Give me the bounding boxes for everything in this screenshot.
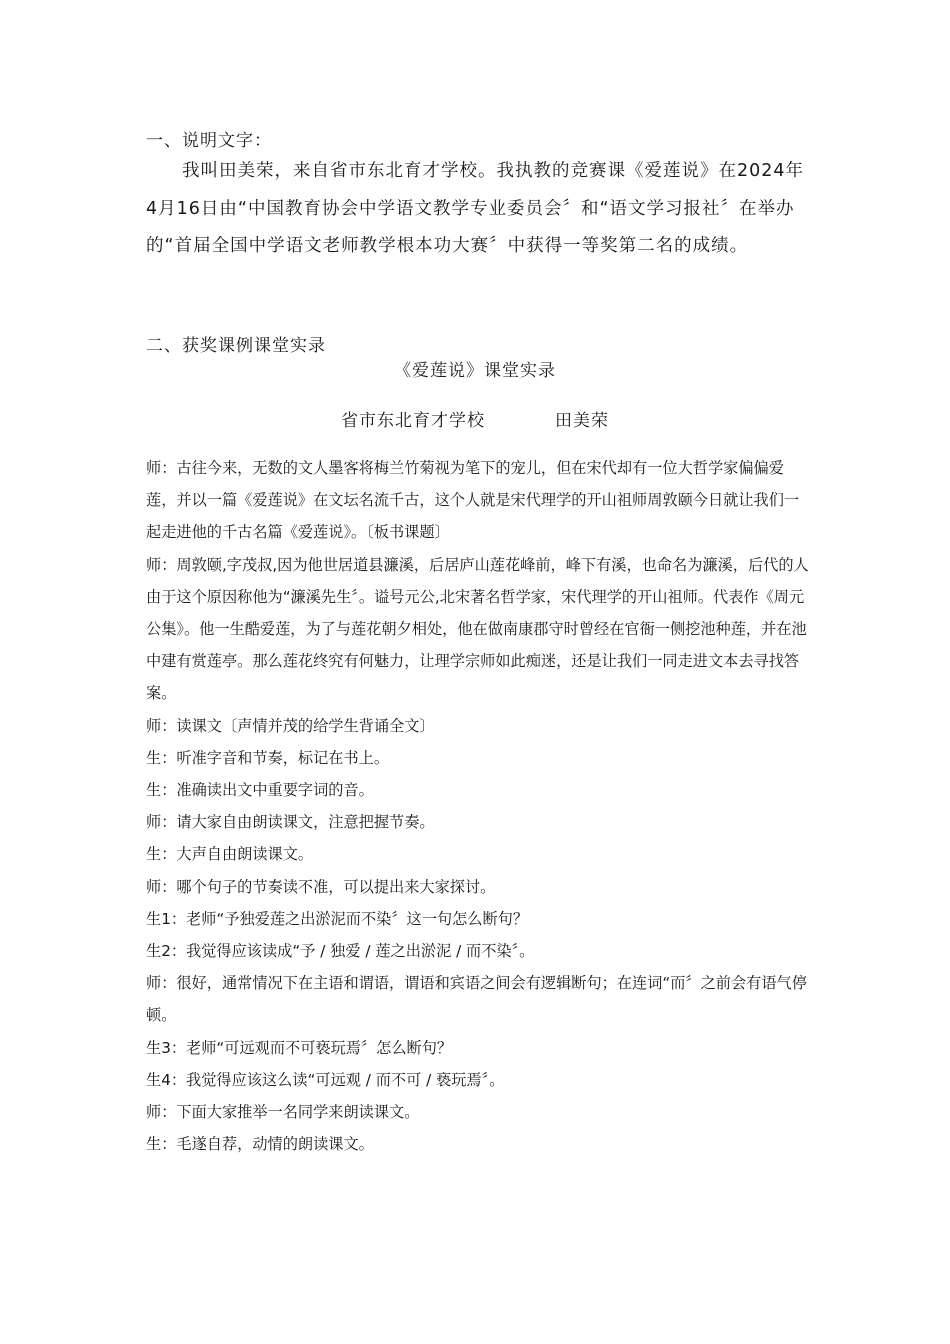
transcript-line: 师：很好，通常情况下在主语和谓语，谓语和宾语之间会有逻辑断句；在连词“而〞之前会有语气停顿。 [146,974,807,1025]
transcript-line: 师：下面大家推举一名同学来朗读课文。 [146,1103,420,1122]
transcript-line: 生3：老师“可远观而不可亵玩焉〞怎么断句？ [146,1038,453,1057]
transcript-line: 生：准确读出文中重要字词的音。 [146,781,374,800]
transcript [146,452,814,1160]
section-2-heading: 二、获奖课例课堂实录 [146,336,326,356]
transcript-line: 生：听准字音和节奏，标记在书上。 [146,748,389,767]
transcript-line: 师：古往今来，无数的文人墨客将梅兰竹菊视为笔下的宠儿，但在宋代却有一位大哲学家偏偏爱莲，并以一篇《爱莲说》在文坛名流千古，这个人就是宋代理学的开山祖师周敦颐今日就让我们一起走进他的千古名篇《爱莲说》。〔板书课题〕 [146,459,800,542]
transcript-line: 师：哪个句子的节奏读不准，可以提出来大家探讨。 [146,877,496,896]
intro-text: 我叫田美荣，来自省市东北育才学校。我执教的竞赛课《爱莲说》在2024年4月16日由“中国教育协会中学语文教学专业委员会〞和“语文学习报社〞在举办的“首届全国中学语文老师教学根本功大赛〞中获得一等奖第二名的成绩。 [146,161,805,256]
transcript-line: 师：周敦颐,字茂叔,因为他世居道县濂溪，后居庐山莲花峰前，峰下有溪，也命名为濂溪，后代的人由于这个原因称他为“濂溪先生〞。谥号元公,北宋著名哲学家，宋代理学的开山祖师。代表作《周元公集》。他一生酷爱莲，为了与莲花朝夕相处，他在做南康郡守时曾经在官衙一侧挖池种莲，并在池中建有赏莲亭。那么莲花终究有何魅力，让理学宗师如此痴迷，还是让我们一同走进文本去寻找答案。 [146,555,809,703]
transcript-line: 生4：我觉得应该这么读“可远观 / 而不可 / 亵玩焉〞。 [146,1070,505,1089]
transcript-line: 生2：我觉得应该读成“予 / 独爱 / 莲之出淤泥 / 而不染〞。 [146,942,535,961]
document-title: 《爱莲说》课堂实录 [394,361,556,381]
byline [0,406,950,431]
section-1-heading: 一、说明文字： [146,131,272,151]
transcript-line: 师：读课文〔声情并茂的给学生背诵全文〕 [146,716,435,735]
school-name: 省市东北育才学校 [341,411,485,431]
transcript-line: 师：请大家自由朗读课文，注意把握节奏。 [146,813,435,832]
teacher-name: 田美荣 [555,411,609,431]
transcript-line: 生：大声自由朗读课文。 [146,845,314,864]
transcript-line: 生1：老师“予独爱莲之出淤泥而不染〞这一句怎么断句？ [146,909,529,928]
transcript-line: 生：毛遂自荐，动情的朗读课文。 [146,1135,374,1154]
intro-paragraph [146,153,814,266]
